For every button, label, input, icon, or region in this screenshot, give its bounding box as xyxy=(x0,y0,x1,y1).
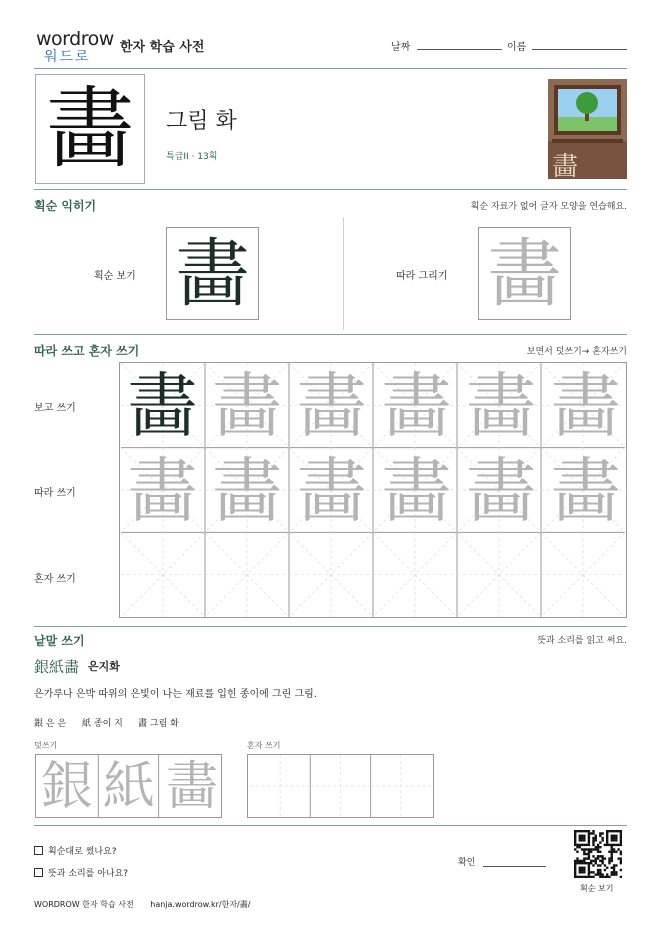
row-label-solo: 혼자 쓰기 xyxy=(34,574,76,585)
hero-character-box xyxy=(35,74,145,184)
footer xyxy=(34,899,250,910)
hero-character: 畵 xyxy=(45,77,134,180)
trace-character: 畵 xyxy=(211,364,282,447)
practice-cell-model xyxy=(120,363,205,448)
trace-character: 畵 xyxy=(127,449,198,532)
practice-cell-trace[interactable] xyxy=(205,363,290,448)
stroke-view-box xyxy=(166,227,259,320)
practice-cell-trace[interactable] xyxy=(289,363,374,448)
trace-character: 畵 xyxy=(381,364,452,447)
qr-code-icon[interactable] xyxy=(574,830,622,878)
breakdown-item xyxy=(34,716,66,729)
breakdown-gloss: 은 은 xyxy=(45,719,67,729)
word-solo-box[interactable] xyxy=(247,754,434,818)
character-meaning: 그림 화 xyxy=(166,109,237,134)
model-character: 畵 xyxy=(127,364,198,447)
practice-cell-trace[interactable] xyxy=(120,448,205,533)
row-label-view: 보고 쓰기 xyxy=(34,403,76,414)
stroke-view-character: 畵 xyxy=(175,230,250,317)
trace-label: 따라 그리기 xyxy=(396,271,448,282)
trace-character: 畵 xyxy=(296,449,367,532)
word-trace-character: 畵 xyxy=(165,757,218,817)
word-trace-box[interactable] xyxy=(35,754,222,818)
trace-character: 畵 xyxy=(487,230,562,317)
practice-cell-trace[interactable] xyxy=(374,448,459,533)
thumbnail-glyph: 畵 xyxy=(552,152,579,179)
stroke-section-divider xyxy=(343,217,344,330)
trace-character: 畵 xyxy=(296,364,367,447)
stroke-divider xyxy=(34,334,627,335)
word-trace-label: 덧쓰기 xyxy=(34,741,58,750)
breakdown-gloss: 종이 지 xyxy=(93,719,123,729)
word-reading: 은지화 xyxy=(88,660,120,673)
breakdown-hanja: 銀 xyxy=(34,719,44,729)
checklist-item[interactable] xyxy=(34,866,128,879)
checklist-text: 획순대로 썼나요? xyxy=(48,847,117,857)
dictionary-title: 한자 학습 사전 xyxy=(120,40,205,55)
breakdown-item xyxy=(138,716,179,729)
date-field-line xyxy=(417,49,502,50)
practice-cell-trace[interactable] xyxy=(289,448,374,533)
practice-cell-trace[interactable] xyxy=(459,363,544,448)
checkbox-icon[interactable] xyxy=(34,846,43,855)
painting-illustration xyxy=(548,79,627,179)
practice-cell-trace[interactable] xyxy=(543,448,628,533)
word-solo-label: 혼자 쓰기 xyxy=(247,741,281,750)
practice-divider xyxy=(34,626,627,627)
checkbox-icon[interactable] xyxy=(34,868,43,877)
qr-caption: 획순 보기 xyxy=(580,884,614,893)
stroke-section-note: 획순 자료가 없어 글자 모양을 연습해요. xyxy=(470,202,627,212)
breakdown-item xyxy=(82,716,123,729)
trace-character: 畵 xyxy=(211,449,282,532)
stroke-view-label: 획순 보기 xyxy=(94,271,136,282)
logo-text: wordrow xyxy=(36,28,114,50)
practice-cell-trace[interactable] xyxy=(374,363,459,448)
hero-divider xyxy=(34,189,627,190)
checklist-text: 뜻과 소리를 아나요? xyxy=(48,869,129,879)
logo-korean-text: 워드로 xyxy=(44,49,91,65)
word-section-title: 낱말 쓰기 xyxy=(34,634,85,648)
practice-section-title: 따라 쓰고 혼자 쓰기 xyxy=(34,344,140,358)
date-label: 날짜 xyxy=(391,42,411,53)
word-hanja: 銀紙畵 xyxy=(34,658,80,676)
practice-section-note: 보면서 덧쓰기→ 혼자쓰기 xyxy=(526,347,627,357)
header-divider xyxy=(34,68,627,69)
footer-url[interactable]: hanja.wordrow.kr/한자/畵/ xyxy=(150,900,251,909)
trace-character: 畵 xyxy=(465,364,536,447)
word-divider xyxy=(34,825,627,826)
trace-character: 畵 xyxy=(381,449,452,532)
practice-cell-trace[interactable] xyxy=(205,448,290,533)
word-trace-character: 銀 xyxy=(40,757,93,817)
confirm-label: 확인 xyxy=(458,858,476,868)
word-definition: 은가루나 은박 따위의 은빛이 나는 재료를 입힌 종이에 그린 그림. xyxy=(34,689,317,700)
confirm-signature-line xyxy=(483,866,546,867)
word-section-note: 뜻과 소리를 읽고 써요. xyxy=(537,636,627,646)
practice-grid xyxy=(119,362,627,618)
wordrow-logo xyxy=(36,28,114,64)
name-label: 이름 xyxy=(507,42,527,53)
trace-box[interactable] xyxy=(478,227,571,320)
qr-code-pattern xyxy=(574,830,622,878)
trace-character: 畵 xyxy=(550,364,621,447)
checklist-item[interactable] xyxy=(34,844,117,857)
word-solo-grid xyxy=(248,755,433,817)
practice-cell-trace[interactable] xyxy=(459,448,544,533)
word-trace-grid xyxy=(36,755,221,817)
painting-thumbnail-image xyxy=(548,79,627,179)
row-label-trace: 따라 쓰기 xyxy=(34,488,76,499)
breakdown-hanja: 紙 xyxy=(82,719,92,729)
character-grade: 특급II · 13획 xyxy=(166,152,218,162)
trace-character: 畵 xyxy=(550,449,621,532)
word-trace-character: 紙 xyxy=(102,757,155,817)
practice-cell-trace[interactable] xyxy=(543,363,628,448)
breakdown-hanja: 畵 xyxy=(138,719,148,729)
footer-brand: WORDROW 한자 학습 사전 xyxy=(34,900,134,909)
name-field-line xyxy=(532,49,627,50)
stroke-section-title: 획순 익히기 xyxy=(34,199,97,213)
trace-character: 畵 xyxy=(465,449,536,532)
breakdown-gloss: 그림 화 xyxy=(149,719,179,729)
